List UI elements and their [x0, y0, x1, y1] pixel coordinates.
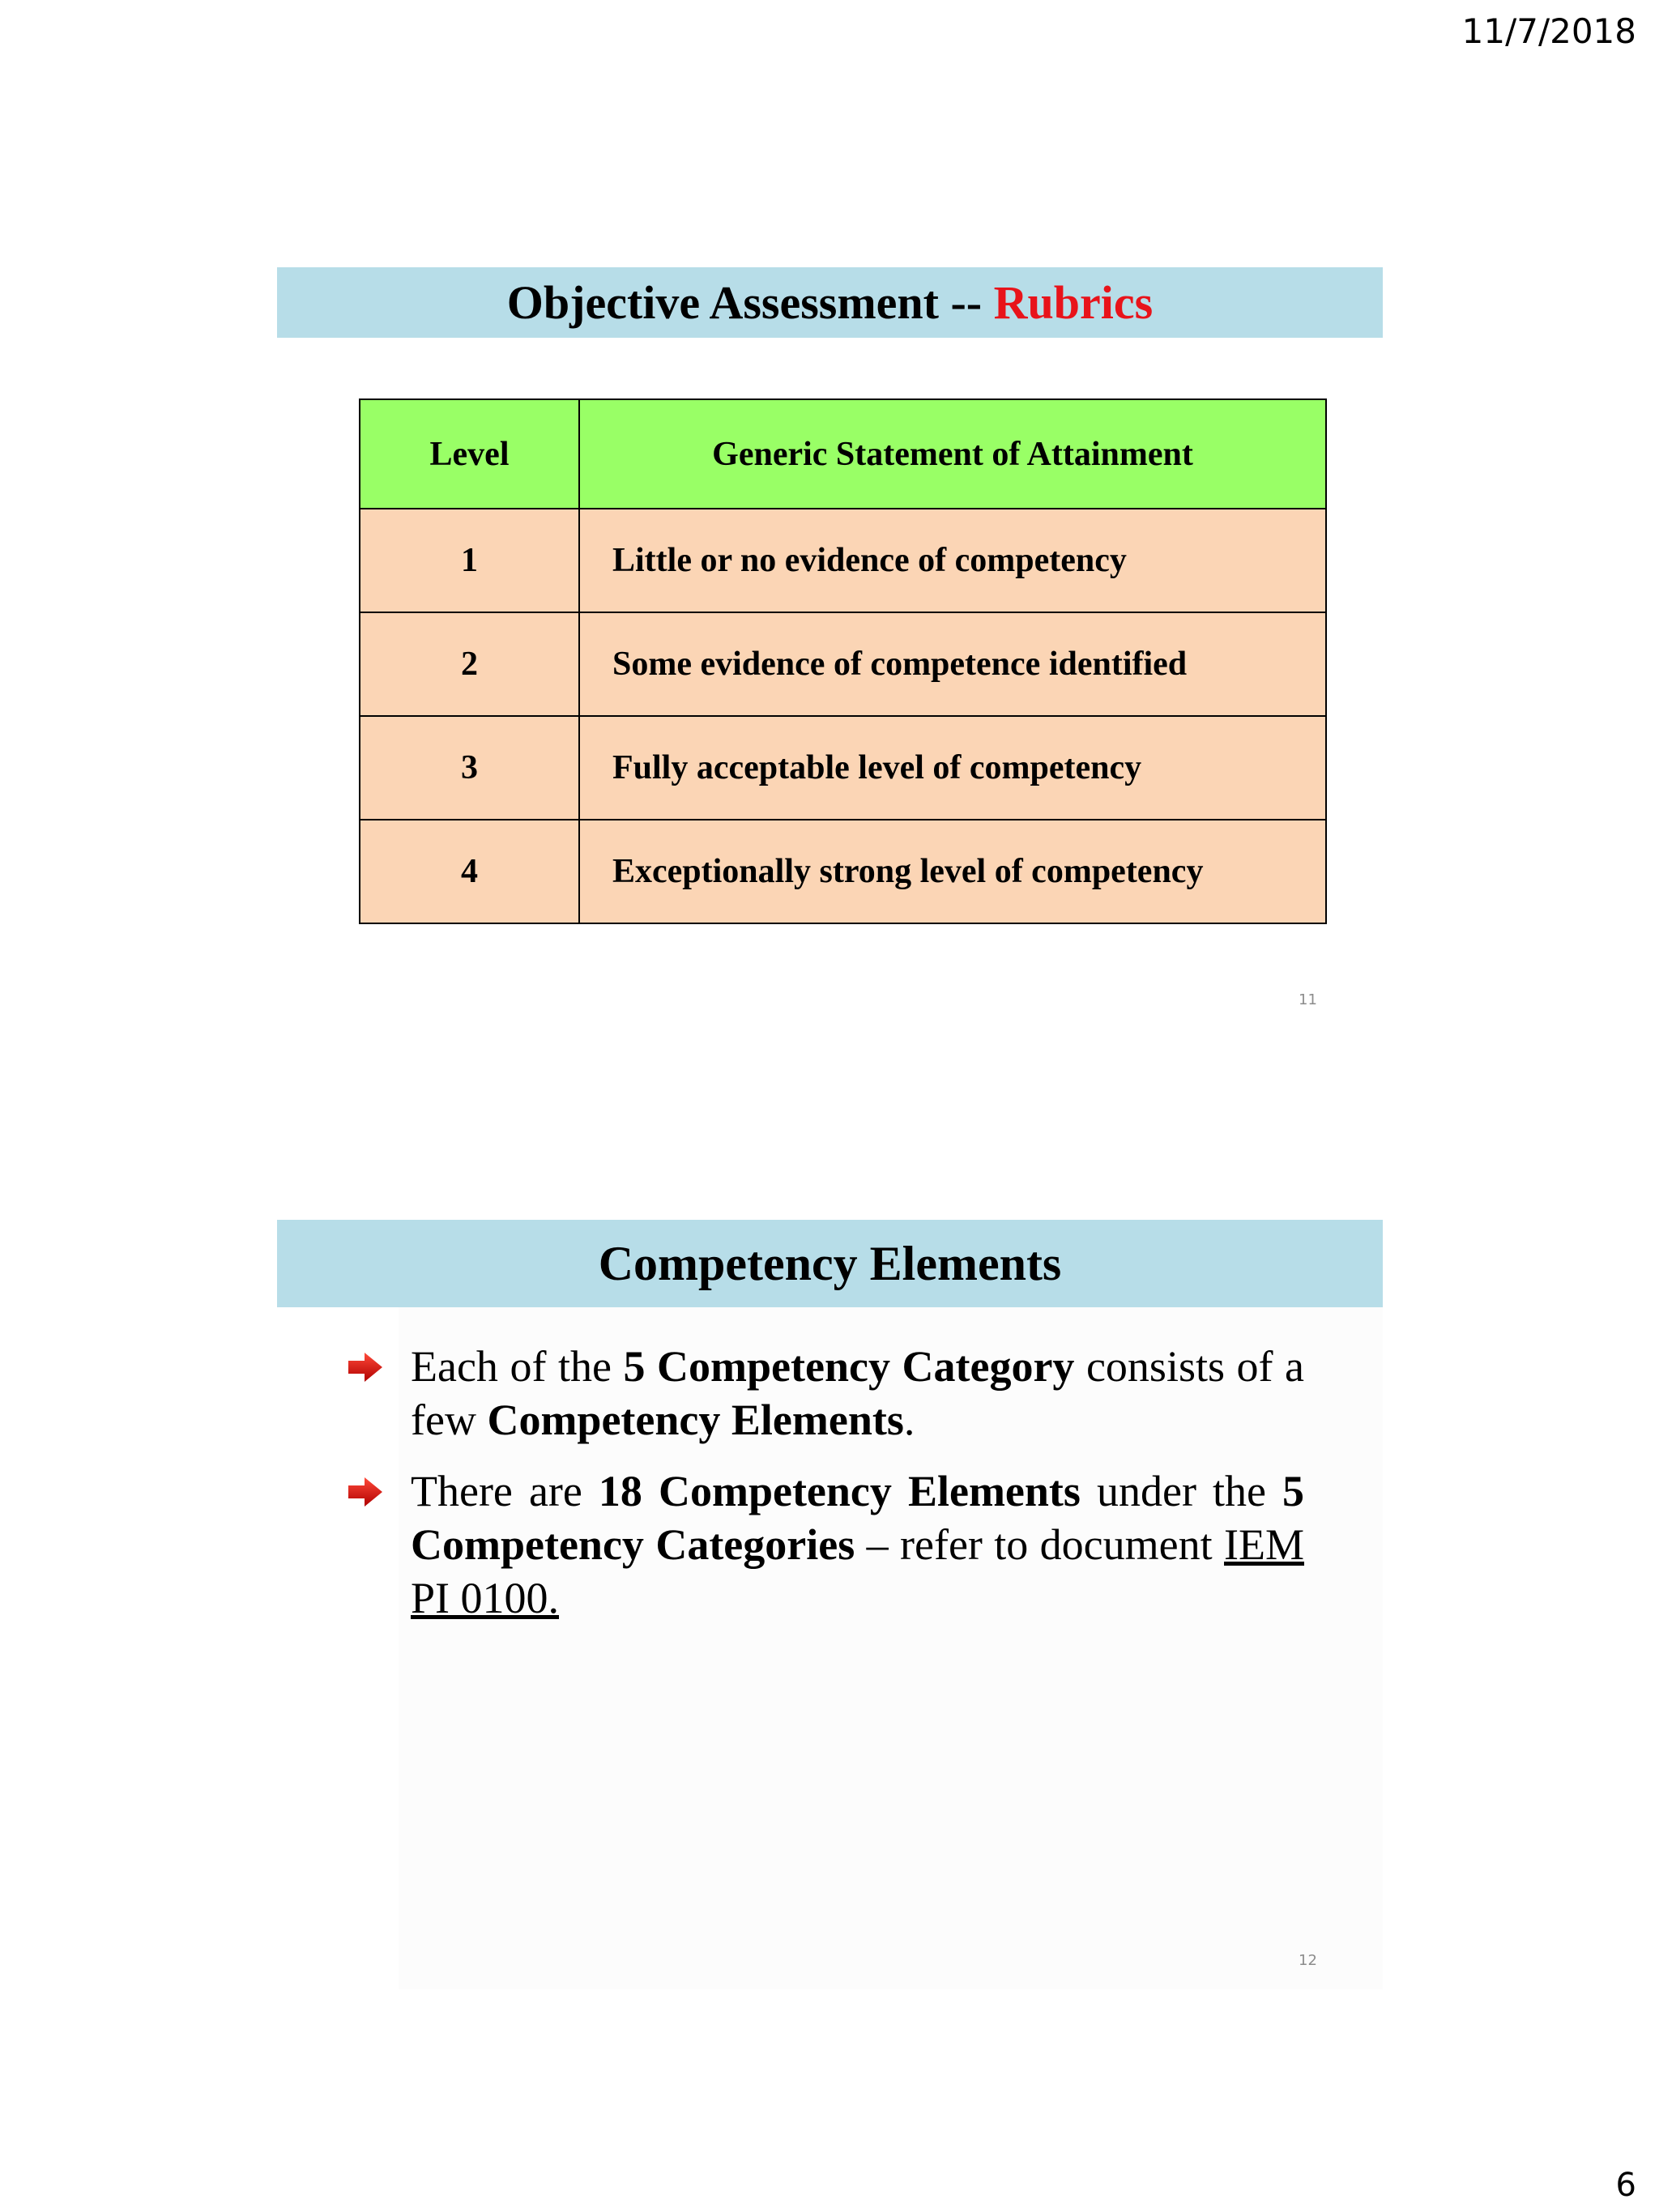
bullet-text: – refer to document: [855, 1520, 1225, 1569]
bullet-bold-text: 5 Competency Category: [623, 1342, 1075, 1391]
level-cell: 1: [360, 509, 579, 612]
statement-cell: Fully acceptable level of competency: [579, 716, 1326, 820]
level-cell: 4: [360, 820, 579, 923]
bullet-bold-text: 18 Competency Elements: [598, 1467, 1081, 1515]
table-row: [360, 820, 1326, 923]
bullet-text: under the: [1080, 1467, 1282, 1515]
table-row: [360, 716, 1326, 820]
bullet-text: Each of the: [411, 1342, 624, 1391]
statement-cell: Exceptionally strong level of competency: [579, 820, 1326, 923]
slide-objective-assessment: [277, 267, 1383, 1021]
bullet-bold-text: Competency Elements: [487, 1396, 904, 1444]
statement-cell: Some evidence of competence identified: [579, 612, 1326, 716]
page-number: 6: [1615, 2167, 1636, 2204]
bullet-bold-text: 5 Competency Categories: [411, 1467, 1304, 1569]
level-cell: 3: [360, 716, 579, 820]
document-reference-link[interactable]: IEM PI 0100.: [411, 1520, 1304, 1622]
bullet-item: [348, 1340, 1304, 1447]
bullet-text: There are: [411, 1467, 599, 1515]
slide-number: 12: [1299, 1952, 1317, 1969]
slide-competency-elements: [277, 1220, 1383, 1989]
column-header-level: Level: [360, 399, 579, 509]
slide-title: Competency Elements: [277, 1220, 1383, 1307]
statement-cell: Little or no evidence of competency: [579, 509, 1326, 612]
slide-number: 11: [1299, 991, 1317, 1008]
column-header-statement: Generic Statement of Attainment: [579, 399, 1326, 509]
bullet-text: consists of a few: [411, 1342, 1305, 1444]
level-cell: 2: [360, 612, 579, 716]
document-date: 11/7/2018: [1461, 11, 1636, 51]
slide-title: Objective Assessment --: [506, 276, 994, 329]
red-arrow-icon: [348, 1353, 382, 1382]
table-row: [360, 612, 1326, 716]
table-header-row: [360, 399, 1326, 509]
slide-title-accent: Rubrics: [993, 276, 1154, 329]
bullet-item: [348, 1464, 1304, 1625]
red-arrow-icon: [348, 1477, 382, 1507]
bullet-list: [348, 1340, 1385, 1643]
table-row: [360, 509, 1326, 612]
slide-title-bar: [277, 267, 1383, 338]
bullet-text: .: [903, 1396, 915, 1444]
rubric-table: [359, 399, 1327, 924]
